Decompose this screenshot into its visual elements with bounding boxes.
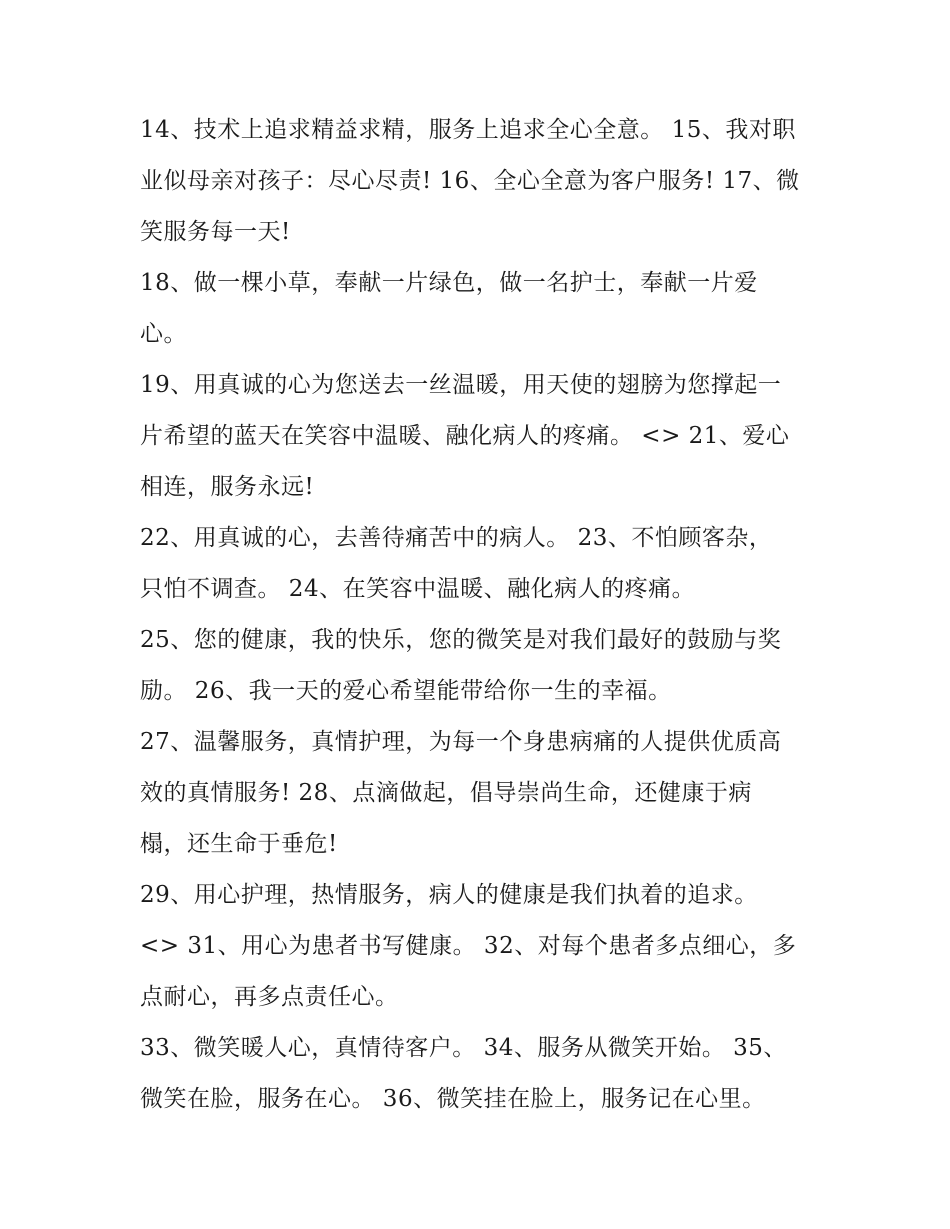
text-line: 相连，服务永远! — [140, 474, 315, 500]
document-body — [140, 105, 830, 1125]
text-line: 笑服务每一天! — [140, 219, 291, 245]
text-line: 22、用真诚的心，去善待痛苦中的病人。 23、不怕顾客杂， — [140, 525, 773, 551]
text-line: 励。 26、我一天的爱心希望能带给你一生的幸福。 — [140, 678, 672, 704]
text-line: 只怕不调查。 24、在笑容中温暖、融化病人的疼痛。 — [140, 576, 696, 602]
text-line: 14、技术上追求精益求精，服务上追求全心全意。 15、我对职 — [140, 117, 796, 143]
text-line: 微笑在脸，服务在心。 36、微笑挂在脸上，服务记在心里。 — [140, 1086, 766, 1112]
text-line: 25、您的健康，我的快乐，您的微笑是对我们最好的鼓励与奖 — [140, 627, 782, 653]
text-line: 27、温馨服务，真情护理，为每一个身患病痛的人提供优质高 — [140, 729, 782, 755]
text-line: 业似母亲对孩子：尽心尽责! 16、全心全意为客户服务! 17、微 — [140, 168, 800, 194]
text-line: 点耐心，再多点责任心。 — [140, 984, 399, 1010]
text-line: 效的真情服务! 28、点滴做起，倡导崇尚生命，还健康于病 — [140, 780, 752, 806]
text-line: 18、做一棵小草，奉献一片绿色，做一名护士，奉献一片爱 — [140, 270, 758, 296]
text-line: 片希望的蓝天在笑容中温暖、融化病人的疼痛。 <> 21、爱心 — [140, 423, 790, 449]
text-line: 29、用心护理，热情服务，病人的健康是我们执着的追求。 — [140, 882, 758, 908]
text-line: <> 31、用心为患者书写健康。 32、对每个患者多点细心，多 — [140, 933, 797, 959]
text-line: 心。 — [140, 321, 187, 347]
text-line: 榻，还生命于垂危! — [140, 831, 338, 857]
text-line: 33、微笑暖人心，真情待客户。 34、服务从微笑开始。 35、 — [140, 1035, 787, 1061]
text-line: 19、用真诚的心为您送去一丝温暖，用天使的翅膀为您撑起一 — [140, 372, 782, 398]
